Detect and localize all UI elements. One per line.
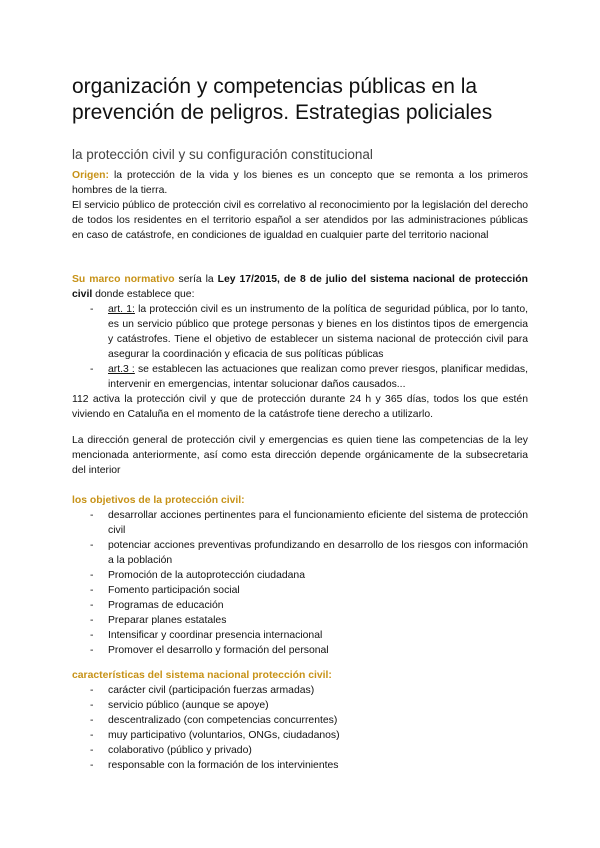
document-title: organización y competencias públicas en la prevención de peligros. Estrategias policiales	[72, 75, 493, 124]
list-item: - Intensificar y coordinar presencia internacional	[72, 628, 528, 643]
caracteristicas-list	[72, 683, 528, 773]
list-item: - Preparar planes estatales	[72, 613, 528, 628]
art3-text: se establecen las actuaciones que realizan como prever riesgos, planificar medidas, intervenir en emergencias, intentar solucionar daños causados...	[108, 364, 528, 390]
list-item: - potenciar acciones preventivas profundizando en desarrollo de los riesgos con información a la población	[72, 538, 528, 568]
list-item: - Promover el desarrollo y formación del personal	[72, 643, 528, 658]
list-item: - colaborativo (público y privado)	[72, 743, 528, 758]
list-item: - servicio público (aunque se apoye)	[72, 698, 528, 713]
caracteristicas-heading: características del sistema nacional protección civil:	[72, 670, 332, 681]
origen-text-1: la protección de la vida y los bienes es un concepto que se remonta a los primeros hombres de la tierra.	[72, 170, 528, 196]
list-item: - muy participativo (voluntarios, ONGs, ciudadanos)	[72, 728, 528, 743]
marco-section	[72, 272, 528, 422]
marco-law: Ley 17/2015, de 8 de julio del sistema nacional de protección civil	[72, 274, 528, 300]
list-item: - descentralizado (con competencias concurrentes)	[72, 713, 528, 728]
marco-pre: sería la	[174, 274, 218, 285]
list-item: - responsable con la formación de los intervinientes	[72, 758, 528, 773]
origen-section	[72, 168, 528, 243]
origen-label: Origen	[72, 170, 106, 181]
list-item: - Programas de educación	[72, 598, 528, 613]
objetivos-section	[72, 493, 528, 658]
marco-paragraph	[72, 272, 528, 302]
marco-label: Su marco normativo	[72, 274, 175, 285]
note-112: 112 activa la protección civil y que de protección durante 24 h y 365 días, todos los que estén viviendo en Cataluña en el momento de la catástrofe tiene derecho a utilizarlo.	[72, 394, 528, 420]
article-item	[72, 302, 528, 362]
art1-link: art. 1:	[108, 304, 135, 315]
section-subtitle: la protección civil y su configuración constitucional	[72, 147, 373, 162]
list-item: - carácter civil (participación fuerzas armadas)	[72, 683, 528, 698]
art1-text: la protección civil es un instrumento de la política de seguridad pública, por lo tanto, es un servicio público que protege personas y bienes en los distintos tipos de emergencia y catástrofes. Tiene el objetivo de establecer un sistema nacional de protección civil para asegurar la coordinación y eficacia de sus políticas públicas	[108, 304, 528, 360]
marco-post: donde establece que:	[92, 289, 195, 300]
articles-list	[72, 302, 528, 392]
objetivos-heading: los objetivos de la protección civil:	[72, 495, 245, 506]
origen-paragraph	[72, 168, 528, 198]
direccion-section	[72, 433, 528, 478]
article-item	[72, 362, 528, 392]
list-item: - Promoción de la autoprotección ciudadana	[72, 568, 528, 583]
caracteristicas-section	[72, 668, 528, 773]
list-item: - Fomento participación social	[72, 583, 528, 598]
art3-link: art.3 :	[108, 364, 135, 375]
list-item: - desarrollar acciones pertinentes para el funcionamiento eficiente del sistema de protección civil	[72, 508, 528, 538]
origen-colon: :	[105, 170, 109, 181]
direccion-paragraph: La dirección general de protección civil y emergencias es quien tiene las competencias de la ley mencionada anteriormente, así como esta dirección depende orgánicamente de la subsecretaria del interior	[72, 435, 528, 476]
objetivos-list	[72, 508, 528, 658]
origen-paragraph-2: El servicio público de protección civil es correlativo al reconocimiento por la legislación del derecho de todos los residentes en el territorio español a ser atendidos por las administraciones públicas en caso de catástrofe, en condiciones de igualdad en cualquier parte del territorio nacional	[72, 200, 528, 241]
